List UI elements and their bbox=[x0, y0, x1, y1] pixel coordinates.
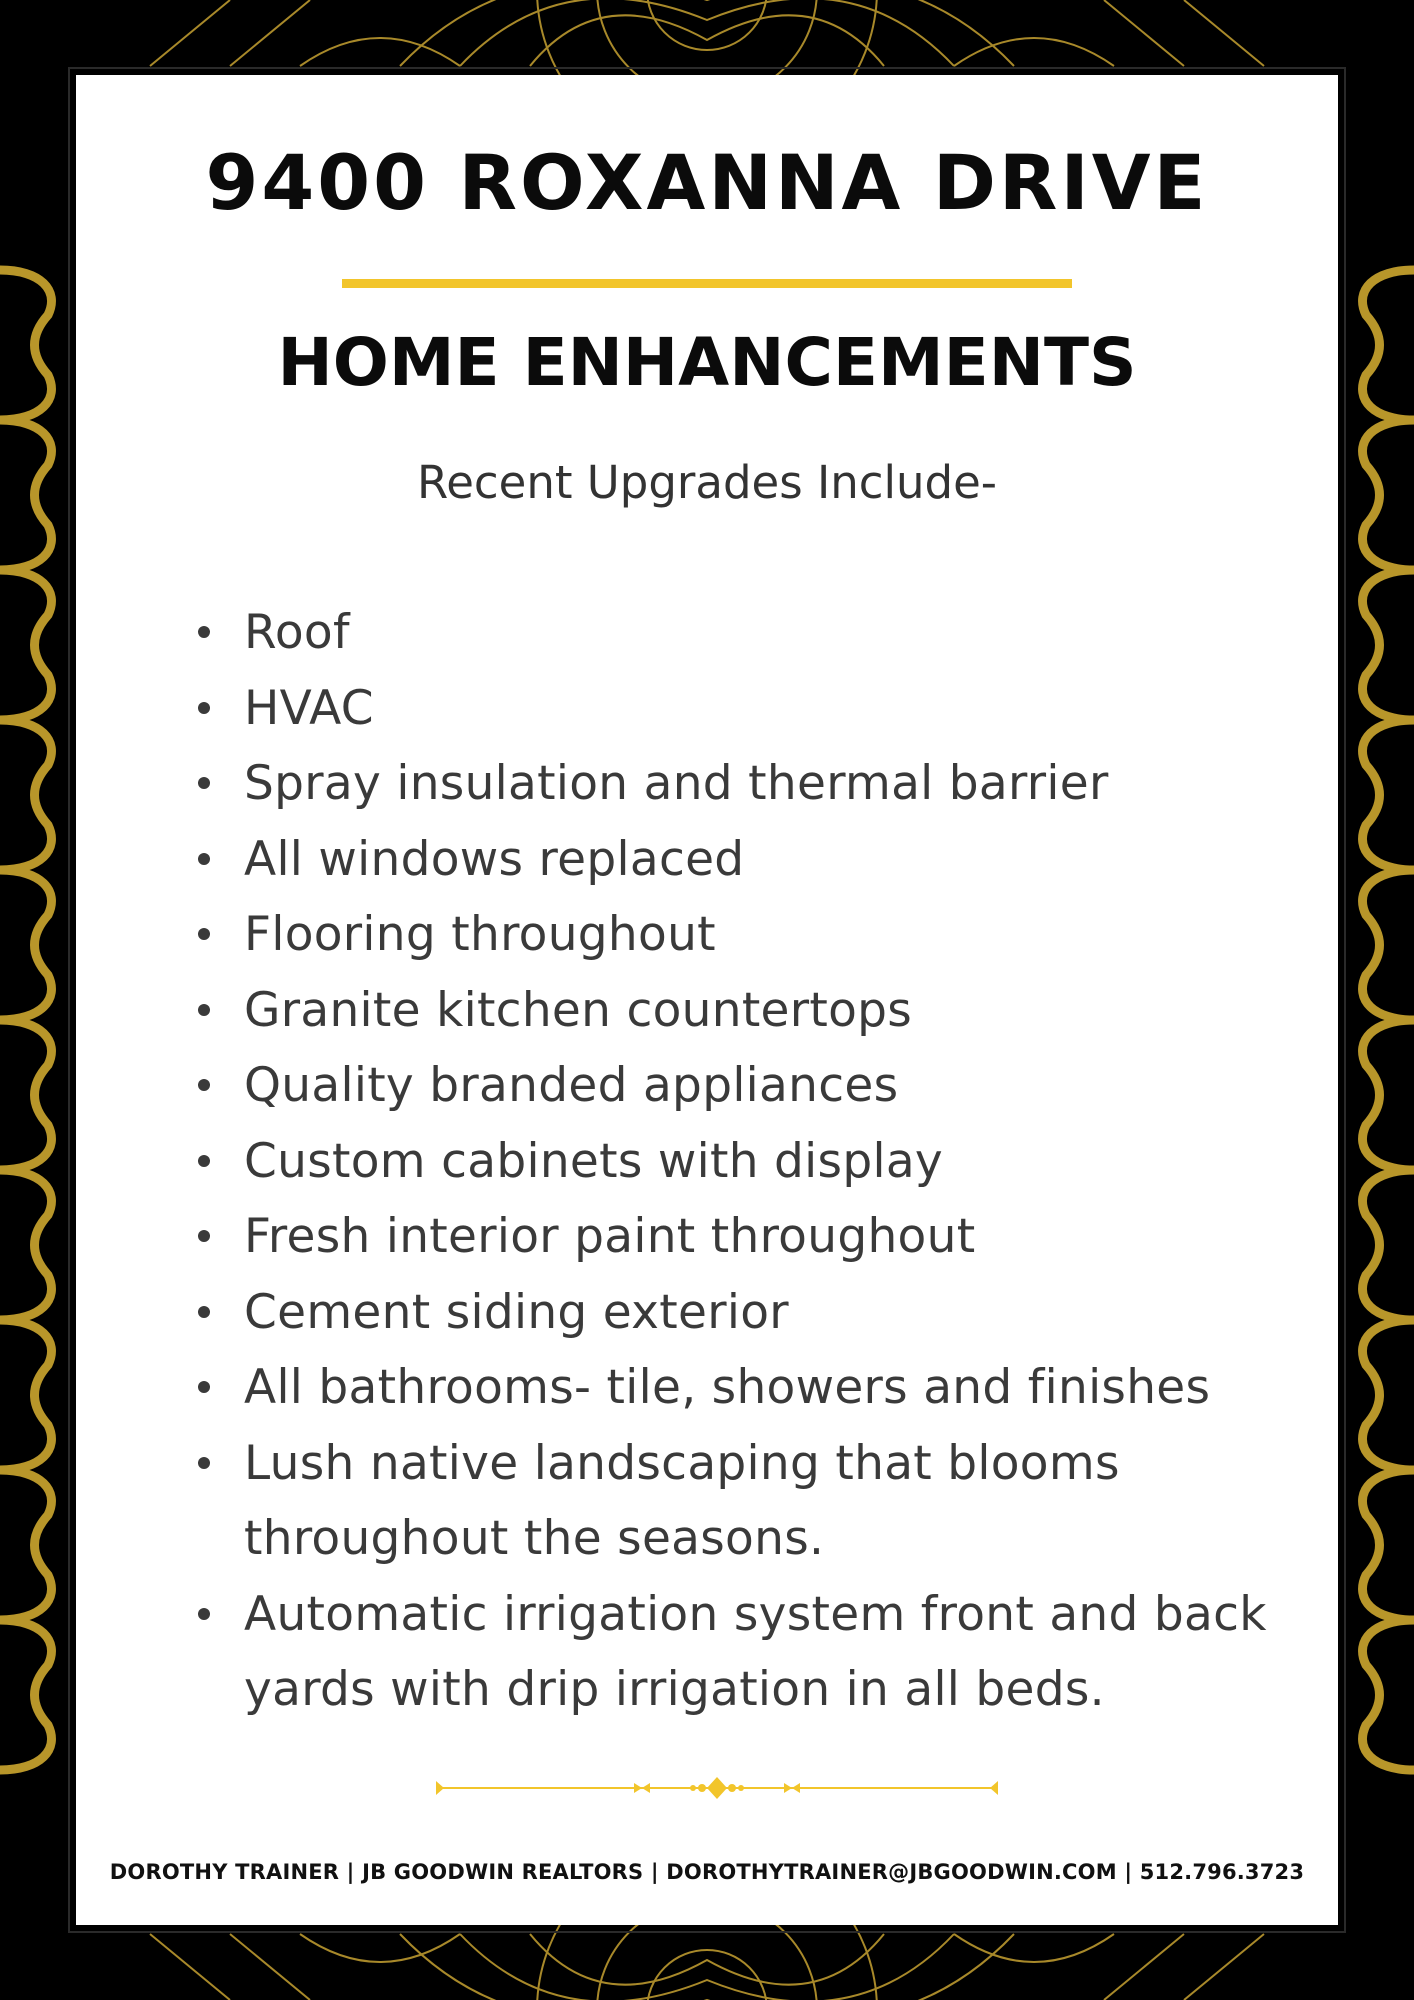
list-item-text: Spray insulation and thermal barrier bbox=[244, 756, 1109, 811]
bullet-icon bbox=[198, 1079, 210, 1091]
bullet-icon bbox=[198, 1608, 210, 1620]
list-item bbox=[194, 1577, 1304, 1728]
intro-text: Recent Upgrades Include- bbox=[416, 456, 997, 509]
bullet-icon bbox=[198, 1381, 210, 1393]
list-item bbox=[194, 1199, 1304, 1275]
bullet-icon bbox=[198, 928, 210, 940]
flyer-card bbox=[76, 75, 1338, 1925]
list-item-text: Granite kitchen countertops bbox=[244, 982, 913, 1038]
list-item bbox=[194, 897, 1304, 973]
list-item bbox=[194, 1124, 1304, 1200]
list-item bbox=[194, 1275, 1304, 1351]
list-item bbox=[194, 973, 1304, 1049]
list-item-text: All bathrooms- tile, showers and finishes bbox=[244, 1360, 1211, 1415]
bullet-icon bbox=[198, 1457, 210, 1469]
bullet-icon bbox=[198, 777, 210, 789]
gold-rule bbox=[342, 279, 1072, 288]
ornamental-divider-icon bbox=[434, 1773, 1000, 1803]
list-item-text: HVAC bbox=[244, 680, 374, 736]
list-item bbox=[194, 1350, 1304, 1426]
list-item bbox=[194, 1426, 1304, 1577]
address-title: 9400 ROXANNA DRIVE bbox=[205, 138, 1209, 227]
upgrades-list bbox=[194, 595, 1304, 1728]
bullet-icon bbox=[198, 1230, 210, 1242]
list-item-text: Lush native landscaping that blooms throughout the seasons. bbox=[244, 1435, 1120, 1566]
list-item bbox=[194, 746, 1304, 822]
list-item bbox=[194, 671, 1304, 747]
bullet-icon bbox=[198, 702, 210, 714]
bullet-icon bbox=[198, 1155, 210, 1167]
bullet-icon bbox=[198, 626, 210, 638]
list-item bbox=[194, 1048, 1304, 1124]
bullet-icon bbox=[198, 1004, 210, 1016]
list-item-text: Fresh interior paint throughout bbox=[244, 1209, 976, 1264]
list-item-text: Quality branded appliances bbox=[244, 1058, 899, 1113]
list-item-text: Automatic irrigation system front and back yards with drip irrigation in all beds. bbox=[244, 1586, 1267, 1717]
list-item-text: Flooring throughout bbox=[244, 907, 716, 962]
bullet-icon bbox=[198, 853, 210, 865]
list-item-text: All windows replaced bbox=[244, 831, 745, 887]
list-item-text: Roof bbox=[244, 605, 350, 660]
section-heading: HOME ENHANCEMENTS bbox=[277, 324, 1137, 401]
contact-footer: DOROTHY TRAINER | JB GOODWIN REALTORS | DOROTHYTRAINER@JBGOODWIN.COM | 512.796.3723 bbox=[109, 1860, 1305, 1884]
list-item bbox=[194, 595, 1304, 671]
list-item bbox=[194, 822, 1304, 898]
list-item-text: Custom cabinets with display bbox=[244, 1133, 944, 1189]
list-item-text: Cement siding exterior bbox=[244, 1284, 789, 1340]
bullet-icon bbox=[198, 1306, 210, 1318]
